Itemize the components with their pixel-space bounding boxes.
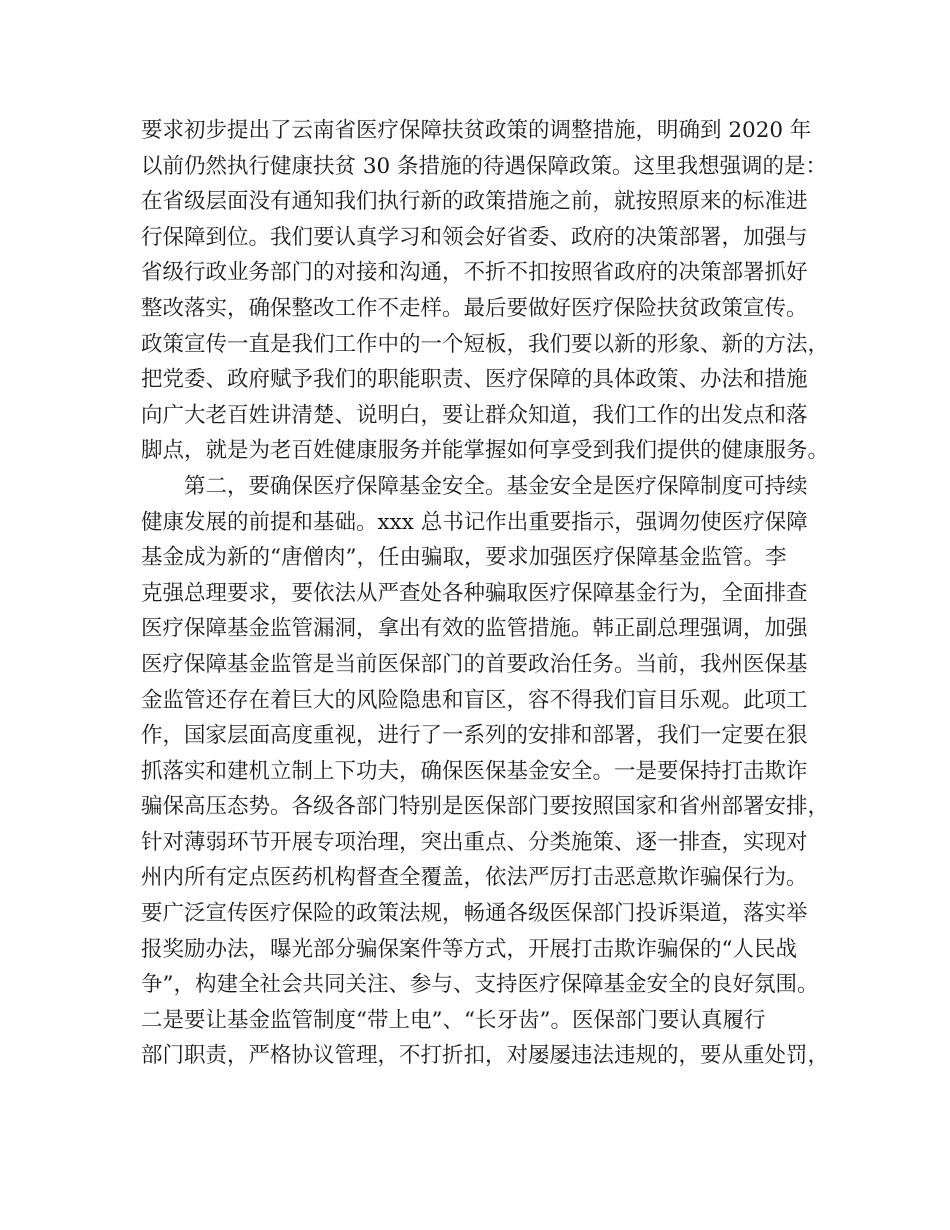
- text-line: 金监管还存在着巨大的风险隐患和盲区，容不得我们盲目乐观。此项工: [141, 687, 808, 713]
- paragraph-first-line: 第二，要确保医疗保障基金安全。基金安全是医疗保障制度可持续: [184, 473, 808, 499]
- text-line: 健康发展的前提和基础。xxx 总书记作出重要指示，强调勿使医疗保障: [141, 509, 808, 535]
- text-line: 医疗保障基金监管是当前医保部门的首要政治任务。当前，我州医保基: [141, 651, 808, 677]
- text-line: 报奖励办法，曝光部分骗保案件等方式，开展打击欺诈骗保的“人民战: [141, 936, 797, 962]
- text-line: 州内所有定点医药机构督查全覆盖，依法严厉打击恶意欺诈骗保行为。: [141, 865, 808, 891]
- text-line: 基金成为新的“唐僧肉”，任由骗取，要求加强医疗保障基金监管。李: [141, 545, 787, 571]
- text-line: 行保障到位。我们要认真学习和领会好省委、政府的决策部署，加强与: [141, 224, 808, 250]
- text-line: 在省级层面没有通知我们执行新的政策措施之前，就按照原来的标准进: [141, 189, 808, 215]
- text-line: 二是要让基金监管制度“带上电”、“长牙齿”。医保部门要认真履行: [141, 1007, 766, 1033]
- text-line: 克强总理要求，要依法从严查处各种骗取医疗保障基金行为，全面排查: [141, 580, 808, 606]
- text-line: 向广大老百姓讲清楚、说明白，要让群众知道，我们工作的出发点和落: [141, 402, 808, 428]
- text-line: 抓落实和建机立制上下功夫，确保医保基金安全。一是要保持打击欺诈: [141, 758, 808, 784]
- text-line: 作，国家层面高度重视，进行了一系列的安排和部署，我们一定要在狠: [141, 723, 808, 749]
- text-line: 要广泛宣传医疗保险的政策法规，畅通各级医保部门投诉渠道，落实举: [141, 901, 808, 927]
- text-line: 争”，构建全社会共同关注、参与、支持医疗保障基金安全的良好氛围。: [141, 972, 819, 998]
- body-text: [141, 113, 831, 1074]
- text-line: 医疗保障基金监管漏洞，拿出有效的监管措施。韩正副总理强调，加强: [141, 616, 808, 642]
- text-line: 整改落实，确保整改工作不走样。最后要做好医疗保险扶贫政策宣传。: [141, 295, 808, 321]
- text-line: 把党委、政府赋予我们的职能职责、医疗保障的具体政策、办法和措施: [141, 367, 808, 393]
- text-line: 部门职责，严格协议管理，不打折扣，对屡屡违法违规的，要从重处罚，: [141, 1043, 830, 1069]
- text-line: 骗保高压态势。各级各部门特别是医保部门要按照国家和省州部署安排，: [141, 794, 830, 820]
- text-line: 政策宣传一直是我们工作中的一个短板，我们要以新的形象、新的方法，: [141, 331, 830, 357]
- text-line: 脚点，就是为老百姓健康服务并能掌握如何享受到我们提供的健康服务。: [141, 438, 830, 464]
- text-line: 针对薄弱环节开展专项治理，突出重点、分类施策、逐一排查，实现对: [141, 829, 808, 855]
- text-line: 省级行政业务部门的对接和沟通，不折不扣按照省政府的决策部署抓好: [141, 260, 808, 286]
- text-line: 以前仍然执行健康扶贫 30 条措施的待遇保障政策。这里我想强调的是：: [141, 153, 828, 179]
- text-line: 要求初步提出了云南省医疗保障扶贫政策的调整措施，明确到 2020 年: [141, 118, 812, 143]
